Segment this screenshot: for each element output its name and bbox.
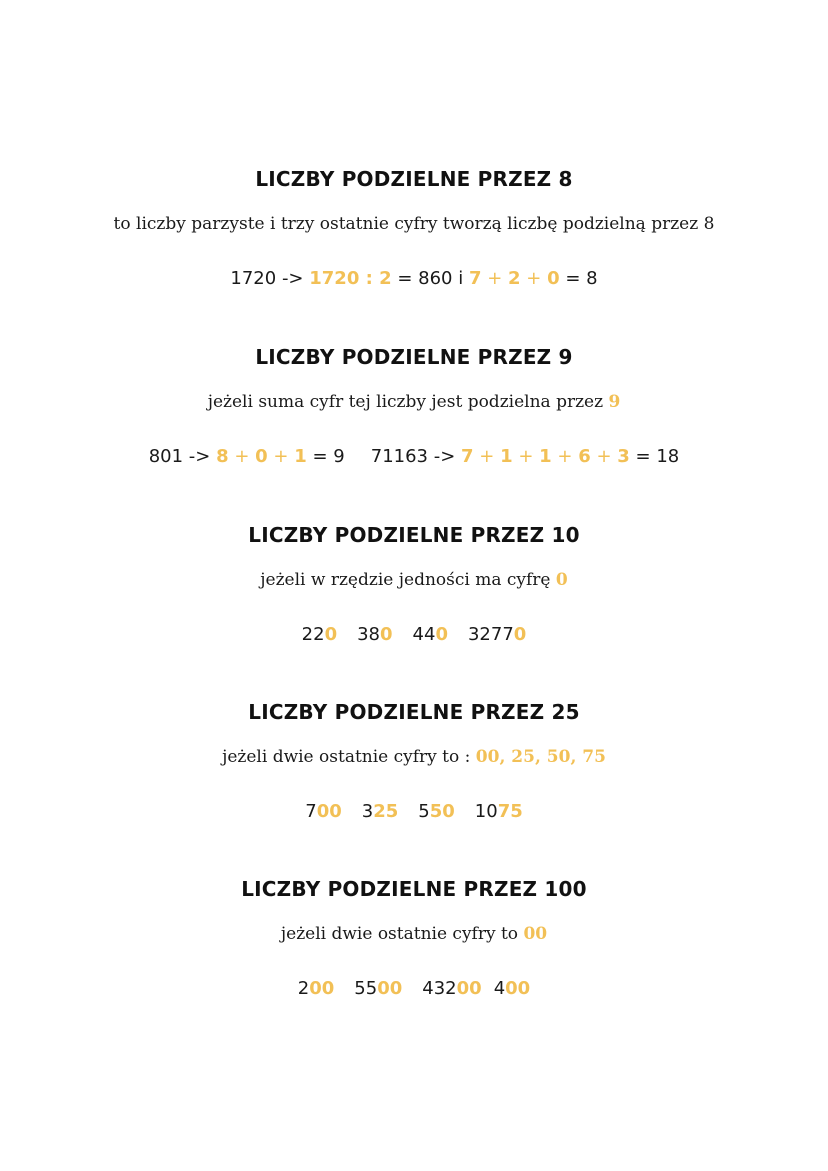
section-rule xyxy=(0,568,828,592)
section-divisible-by-25 xyxy=(0,700,828,824)
section-heading: LICZBY PODZIELNE PRZEZ 25 xyxy=(248,700,580,724)
example-number: 1075 xyxy=(474,801,523,822)
section-example xyxy=(0,267,828,291)
example-number: 220 xyxy=(301,624,338,645)
example-plus: + xyxy=(551,446,579,467)
section-example xyxy=(0,800,828,824)
rule-highlight: 00 xyxy=(523,924,548,944)
example-digit: 1 xyxy=(294,446,307,467)
example-digit: 6 xyxy=(578,446,591,467)
example-result: = 860 i xyxy=(391,268,469,289)
section-rule xyxy=(0,212,828,236)
rule-text: jeżeli dwie ostatnie cyfry to : xyxy=(222,747,476,767)
rule-highlight: 00, 25, 50, 75 xyxy=(475,747,606,767)
example-sum: = 18 xyxy=(629,446,680,467)
example-digit: 0 xyxy=(547,268,560,289)
example-number: 550 xyxy=(418,801,455,822)
section-divisible-by-100 xyxy=(0,877,828,1001)
section-example xyxy=(0,977,828,1001)
example-number: 200 xyxy=(297,978,335,999)
example-number: 71163 xyxy=(370,446,429,467)
section-example xyxy=(0,623,828,647)
example-number: 325 xyxy=(361,801,399,822)
section-rule xyxy=(0,745,828,769)
section-example xyxy=(0,445,828,469)
example-number: 1720 xyxy=(230,268,277,289)
example-plus: + xyxy=(590,446,618,467)
example-number: 5500 xyxy=(354,978,403,999)
example-arrow: -> xyxy=(428,446,462,467)
rule-highlight: 9 xyxy=(608,392,621,412)
example-number: 43200 xyxy=(422,978,482,999)
rule-text: jeżeli suma cyfr tej liczby jest podzielna przez xyxy=(207,392,609,412)
example-digit: 7 xyxy=(461,446,474,467)
example-arrow: -> xyxy=(276,268,310,289)
rule-highlight: 0 xyxy=(555,570,568,590)
example-plus: + xyxy=(481,268,508,289)
section-divisible-by-10 xyxy=(0,523,828,647)
section-heading: LICZBY PODZIELNE PRZEZ 100 xyxy=(241,877,587,901)
example-plus: + xyxy=(267,446,295,467)
example-digit: 7 xyxy=(468,268,482,289)
example-number: 801 xyxy=(148,446,184,467)
section-rule xyxy=(0,390,828,414)
rule-text: to liczby parzyste i trzy ostatnie cyfry tworzą liczbę podzielną przez 8 xyxy=(113,214,715,234)
example-number: 440 xyxy=(412,624,448,645)
example-number: 380 xyxy=(357,624,393,645)
example-digit: 2 xyxy=(508,268,521,289)
example-plus: + xyxy=(512,446,540,467)
example-number: 700 xyxy=(305,801,342,822)
example-plus: + xyxy=(520,268,548,289)
example-sum: = 8 xyxy=(559,268,598,289)
example-digit: 1 xyxy=(500,446,513,467)
section-heading: LICZBY PODZIELNE PRZEZ 8 xyxy=(255,167,573,191)
section-heading: LICZBY PODZIELNE PRZEZ 9 xyxy=(255,345,573,369)
example-plus: + xyxy=(228,446,256,467)
example-number: 400 xyxy=(493,978,531,999)
example-plus: + xyxy=(473,446,501,467)
section-heading: LICZBY PODZIELNE PRZEZ 10 xyxy=(248,523,580,547)
example-digit: 1 xyxy=(539,446,552,467)
section-divisible-by-9 xyxy=(0,345,828,469)
example-digit: 0 xyxy=(255,446,268,467)
example-division: 1720 : 2 xyxy=(309,268,392,289)
rule-text: jeżeli w rzędzie jedności ma cyfrę xyxy=(260,570,556,590)
example-arrow: -> xyxy=(183,446,217,467)
section-rule xyxy=(0,922,828,946)
example-sum: = 9 xyxy=(306,446,345,467)
example-digit: 3 xyxy=(617,446,630,467)
rule-text: jeżeli dwie ostatnie cyfry to xyxy=(280,924,524,944)
example-number: 32770 xyxy=(467,624,527,645)
section-divisible-by-8 xyxy=(0,167,828,291)
example-digit: 8 xyxy=(216,446,229,467)
